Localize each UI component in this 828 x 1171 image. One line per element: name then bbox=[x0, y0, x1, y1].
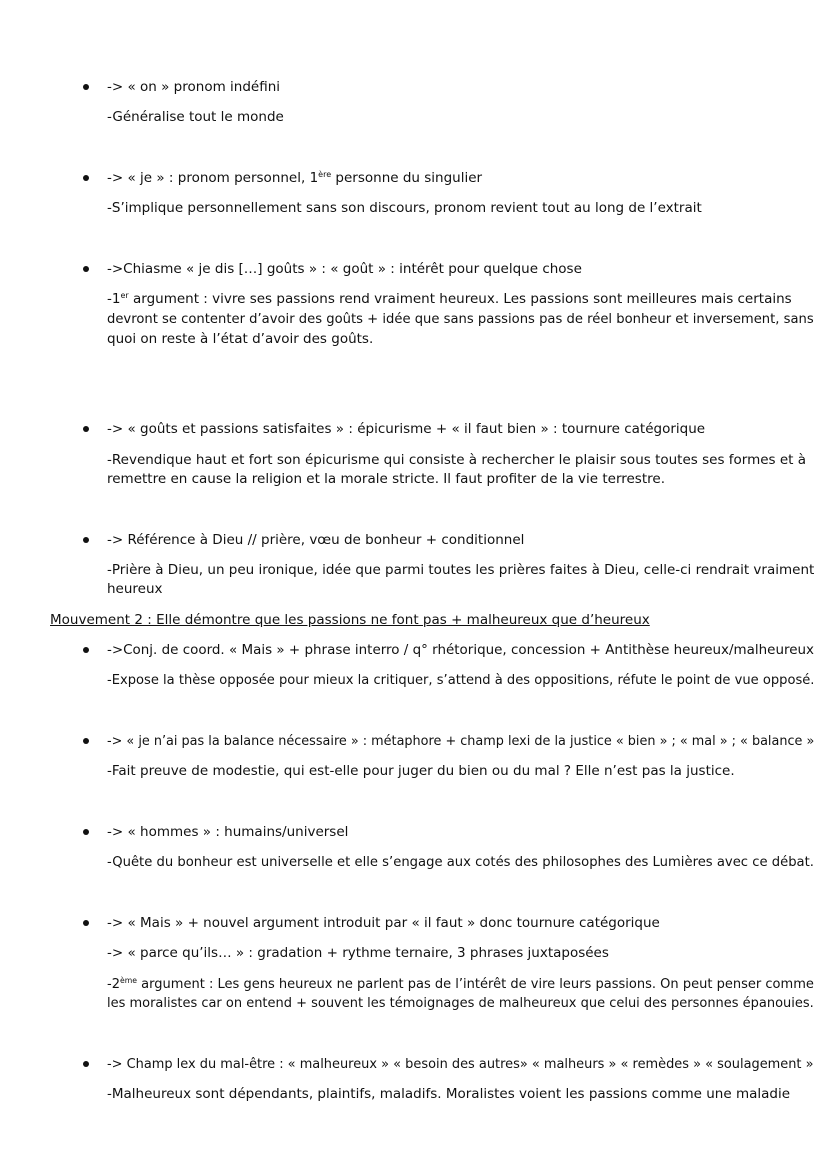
text-run: personne du singulier bbox=[331, 170, 483, 186]
bullet-text bbox=[107, 169, 482, 187]
paragraph-line: -Revendique haut et fort son épicurisme qui consiste à rechercher le plaisir sous toutes ses formes et à bbox=[107, 452, 807, 468]
superscript: ème bbox=[119, 976, 138, 985]
paragraph-line bbox=[107, 975, 814, 993]
bullet-dot bbox=[83, 266, 89, 272]
bullet-dot bbox=[83, 426, 89, 432]
text-run: argument : vivre ses passions rend vraiment heureux. Les passions sont meilleures mais certains bbox=[128, 291, 792, 307]
paragraph-line: quoi on reste à l’état d’avoir des goûts. bbox=[107, 331, 374, 347]
paragraph-line: -Malheureux sont dépendants, plaintifs, maladifs. Moralistes voient les passions comme une maladie bbox=[107, 1086, 791, 1102]
paragraph-line: -Prière à Dieu, un peu ironique, idée que parmi toutes les prières faites à Dieu, celle-ci rendrait vraiment bbox=[107, 562, 815, 578]
bullet-dot bbox=[83, 738, 89, 744]
paragraph-line: remettre en cause la religion et la morale stricte. Il faut profiter de la vie terrestre. bbox=[107, 471, 665, 487]
bullet-dot bbox=[83, 920, 89, 926]
bullet-dot bbox=[83, 175, 89, 181]
bullet-text: -> Champ lex du mal-être : « malheureux » « besoin des autres» « malheurs » « remèdes » « soulagement » bbox=[107, 1056, 814, 1072]
bullet-dot bbox=[83, 84, 89, 90]
paragraph-line: devront se contenter d’avoir des goûts + idée que sans passions pas de réel bonheur et inversement, sans bbox=[107, 311, 814, 327]
bullet-text: -> « hommes » : humains/universel bbox=[107, 824, 349, 840]
paragraph-line: les moralistes car on entend + souvent les témoignages de malheureux que celui des personnes épanouies. bbox=[107, 995, 814, 1011]
bullet-text: -> « on » pronom indéfini bbox=[107, 79, 281, 95]
paragraph-line bbox=[107, 290, 792, 308]
paragraph-line: -S’implique personnellement sans son discours, pronom revient tout au long de l’extrait bbox=[107, 200, 702, 216]
bullet-text: -> « goûts et passions satisfaites » : épicurisme + « il faut bien » : tournure catégorique bbox=[107, 421, 706, 437]
section-heading: Mouvement 2 : Elle démontre que les passions ne font pas + malheureux que d’heureux bbox=[50, 612, 650, 628]
paragraph-line: heureux bbox=[107, 581, 163, 597]
paragraph-line: -Quête du bonheur est universelle et elle s’engage aux cotés des philosophes des Lumières avec ce débat. bbox=[107, 854, 814, 870]
bullet-text: ->Conj. de coord. « Mais » + phrase interro / q° rhétorique, concession + Antithèse heureux/malheureux bbox=[107, 642, 815, 658]
text-run: -1 bbox=[107, 291, 121, 307]
bullet-text: -> « je n’ai pas la balance nécessaire » : métaphore + champ lexi de la justice « bien » ; « mal » ; « balance » bbox=[107, 733, 815, 749]
superscript: ère bbox=[318, 170, 332, 179]
bullet-dot bbox=[83, 829, 89, 835]
text-run: -> « je » : pronom personnel, 1 bbox=[107, 170, 319, 186]
bullet-text: ->Chiasme « je dis […] goûts » : « goût » : intérêt pour quelque chose bbox=[107, 261, 582, 277]
paragraph-line: -Fait preuve de modestie, qui est-elle pour juger du bien ou du mal ? Elle n’est pas la justice. bbox=[107, 763, 735, 779]
bullet-text: -> « Mais » + nouvel argument introduit par « il faut » donc tournure catégorique bbox=[107, 915, 660, 931]
paragraph-line: -Expose la thèse opposée pour mieux la critiquer, s’attend à des oppositions, réfute le point de vue opposé. bbox=[107, 672, 815, 688]
bullet-dot bbox=[83, 647, 89, 653]
paragraph-line: -> « parce qu’ils… » : gradation + rythme ternaire, 3 phrases juxtaposées bbox=[107, 945, 609, 961]
bullet-dot bbox=[83, 537, 89, 543]
bullet-dot bbox=[83, 1061, 89, 1067]
paragraph-line: -Généralise tout le monde bbox=[107, 109, 284, 125]
superscript: er bbox=[120, 291, 129, 300]
text-run: -2 bbox=[107, 976, 120, 992]
text-run: argument : Les gens heureux ne parlent pas de l’intérêt de vire leurs passions. On peut penser comme bbox=[137, 976, 814, 992]
bullet-text: -> Référence à Dieu // prière, vœu de bonheur + conditionnel bbox=[107, 532, 525, 548]
